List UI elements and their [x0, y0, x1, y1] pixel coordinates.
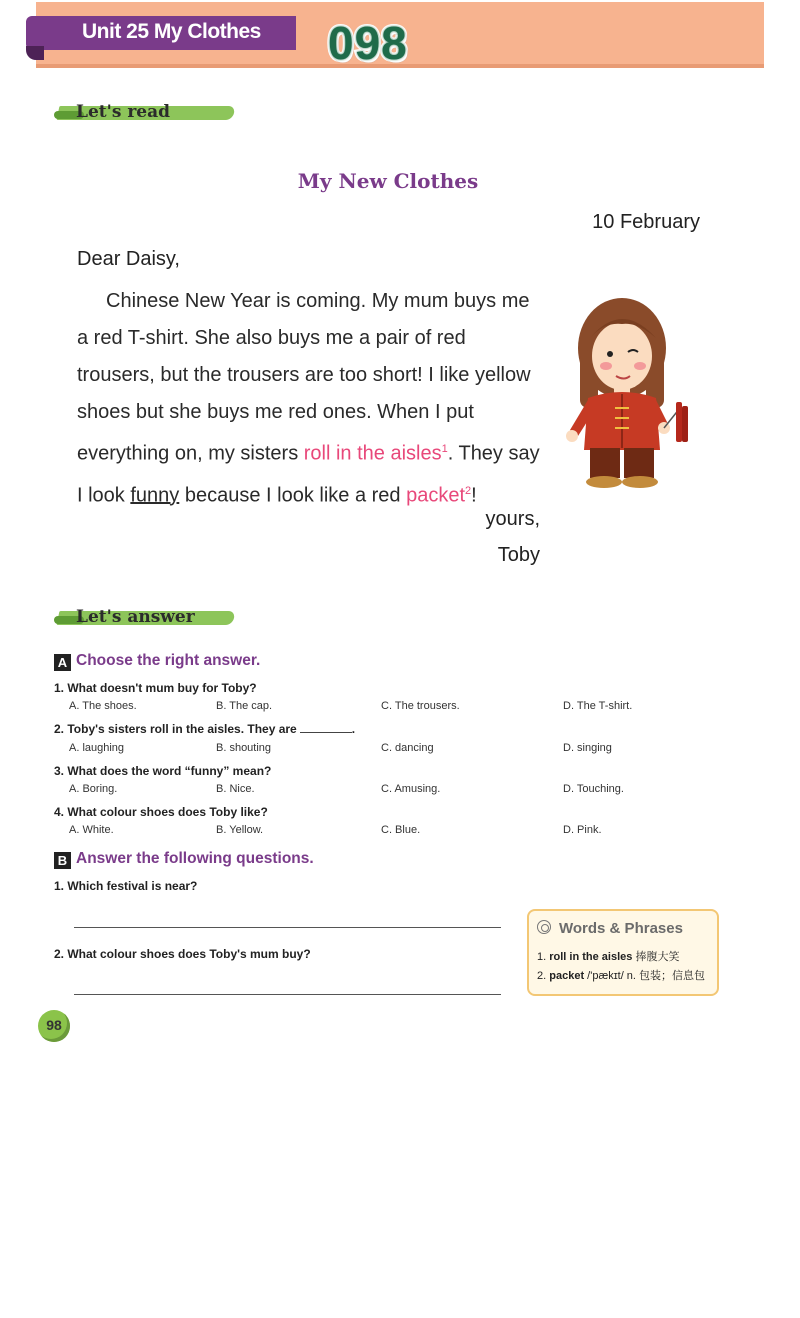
question-b2: 2. What colour shoes does Toby's mum buy?: [54, 947, 311, 961]
option[interactable]: A. Boring.: [69, 783, 118, 795]
question-a2: [54, 722, 355, 736]
unit-title: Unit 25 My Clothes: [82, 20, 261, 43]
letter-greeting: Dear Daisy,: [77, 248, 180, 270]
words-phrases-title: [537, 920, 683, 937]
page-number: 98: [46, 1017, 62, 1033]
letter-date: 10 February: [592, 211, 700, 233]
question-a2-text: 2. Toby's sisters roll in the aisles. They are: [54, 722, 297, 736]
option[interactable]: A. laughing: [69, 742, 125, 754]
word-item-term: packet: [549, 970, 585, 982]
part-a-heading-text: Choose the right answer.: [76, 652, 261, 669]
word-item-2: [537, 967, 705, 983]
part-a-heading: [54, 652, 260, 671]
answer-line-b2[interactable]: [74, 994, 501, 995]
letter-text-3: because I look like a red: [179, 484, 407, 507]
phrase-packet: packet: [406, 484, 466, 507]
word-item-number: 1.: [537, 951, 547, 963]
option[interactable]: C. Blue.: [381, 824, 421, 836]
option[interactable]: D. singing: [563, 742, 612, 754]
option[interactable]: B. Yellow.: [216, 824, 264, 836]
option[interactable]: A. White.: [69, 824, 114, 836]
part-b-heading-text: Answer the following questions.: [76, 850, 314, 867]
section-label-read: [54, 102, 236, 124]
unit-tab-curl: [26, 46, 44, 60]
words-phrases-title-text: Words & Phrases: [559, 920, 683, 937]
letter-body: [77, 283, 544, 514]
target-circle-icon: [537, 920, 551, 934]
word-item-term: roll in the aisles: [549, 951, 633, 963]
option[interactable]: B. shouting: [216, 742, 272, 754]
option[interactable]: D. The T-shirt.: [563, 700, 633, 712]
letter-signature: Toby: [497, 544, 540, 566]
question-a2-end: .: [351, 722, 356, 736]
option[interactable]: D. Touching.: [563, 783, 624, 795]
toby-illustration: [560, 290, 695, 490]
phrase-roll-in-the-aisles: roll in the aisles: [303, 442, 442, 465]
word-item-1: [537, 948, 679, 964]
part-a-letter: A: [54, 654, 71, 671]
part-b-letter: B: [54, 852, 71, 869]
section-label-answer-text: Let's answer: [76, 607, 195, 627]
question-a1: 1. What doesn't mum buy for Toby?: [54, 681, 257, 695]
option[interactable]: B. The cap.: [216, 700, 273, 712]
passage-title: My New Clothes: [297, 169, 479, 193]
option[interactable]: C. Amusing.: [381, 783, 441, 795]
option[interactable]: B. Nice.: [216, 783, 255, 795]
part-b-heading: [54, 850, 314, 869]
option[interactable]: D. Pink.: [563, 824, 602, 836]
letter-text-2: . They say I look: [77, 442, 540, 507]
footnote-2: 2: [465, 484, 472, 497]
option[interactable]: C. The trousers.: [381, 700, 460, 712]
section-label-answer: [54, 607, 236, 629]
option[interactable]: C. dancing: [381, 742, 434, 754]
question-a3: 3. What does the word “funny” mean?: [54, 764, 272, 778]
word-funny: funny: [130, 484, 180, 507]
letter-closing: yours,: [485, 508, 540, 530]
letter-text-1: Chinese New Year is coming. My mum buys me a red T-shirt. She also buys me a pair of red trousers, but the trousers are too short! I like yellow shoes but she buys me red ones. When I put everything on, my sisters: [77, 290, 531, 465]
word-item-meaning: 捧腹大笑: [635, 951, 680, 963]
word-item-number: 2.: [537, 970, 547, 982]
word-item-meaning: /'pækɪt/ n. 包装；信息包: [587, 970, 706, 982]
letter-text-4: !: [471, 484, 477, 507]
question-a4: 4. What colour shoes does Toby like?: [54, 805, 268, 819]
option[interactable]: A. The shoes.: [69, 700, 137, 712]
footnote-1: 1: [441, 443, 448, 455]
answer-line-b1[interactable]: [74, 927, 501, 928]
section-label-read-text: Let's read: [76, 102, 170, 122]
page-code: 098: [328, 17, 408, 69]
answer-blank[interactable]: [300, 732, 352, 733]
question-b1: 1. Which festival is near?: [54, 879, 198, 893]
